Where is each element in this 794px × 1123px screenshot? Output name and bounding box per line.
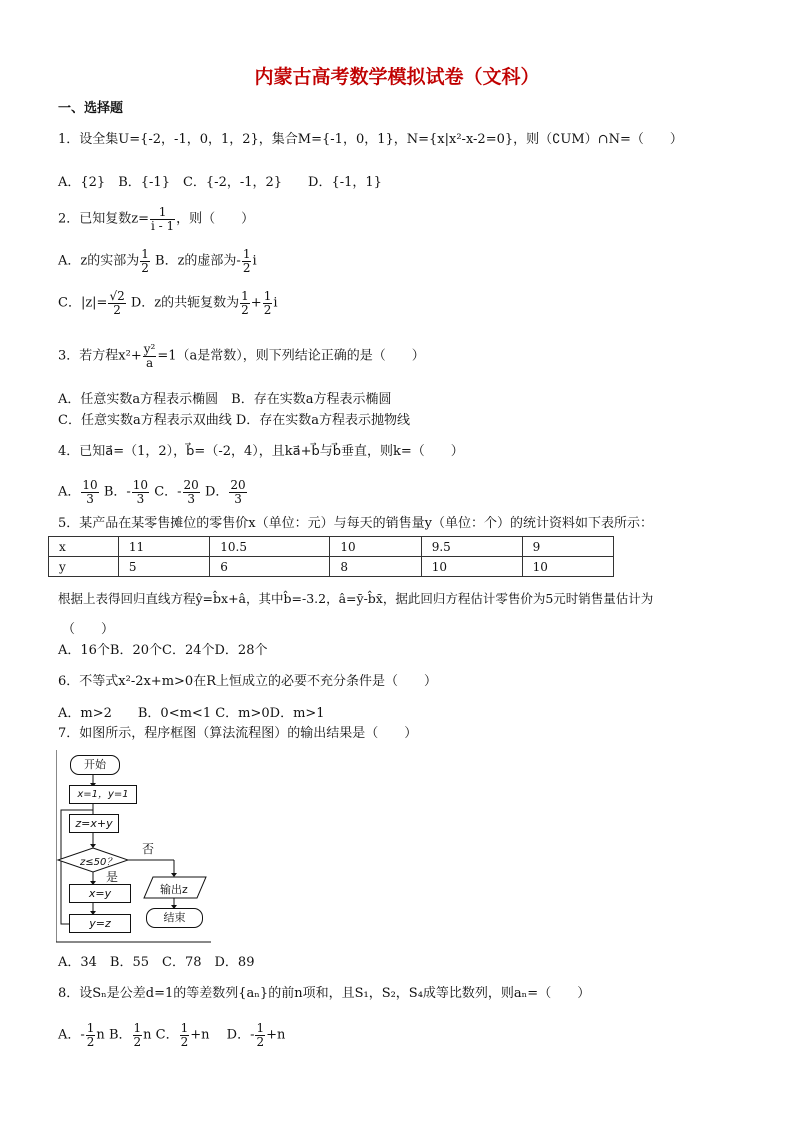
q8-stem: 8．设Sₙ是公差d=1的等差数列{aₙ}的前n项和，且S₁，S₂，S₄成等比数列，则aₙ=（ ） [58, 986, 591, 1001]
flow-no-label: 否 [142, 842, 155, 856]
q7-options: A．34 B．55 C．78 D．89 [58, 955, 255, 970]
table-cell: 6 [210, 557, 330, 577]
flow-y-eq-z: y=z [69, 914, 131, 933]
flow-yes-label: 是 [106, 870, 119, 884]
table-cell: 11 [118, 537, 209, 557]
table-row [49, 537, 614, 557]
q2-options-cd: C．|z|= $\frac{√2}{2}$ D．z的共轭复数为 $\frac{1}{2}$ + $\frac{1}{2}$ i [58, 289, 278, 317]
q5-regression-text: 根据上表得回归直线方程ŷ=b̂x+â，其中b̂=-3.2，â=ȳ-b̂x̄，据此回归方程估计零售价为5元时销售量估计为 [58, 591, 654, 606]
table-cell: 10 [330, 537, 421, 557]
q5-options: A．16个B．20个C．24个D．28个 [58, 643, 268, 658]
q3-stem: 3．若方程x²+ $\frac{\text{y²}}{a}$ =1（a是常数），则下列结论正确的是（ ） [58, 342, 425, 370]
q4-options: A． $\frac{10}{3}$ B．- $\frac{10}{3}$ C．- $\frac{20}{3}$ D． $\frac{20}{3}$ [58, 478, 246, 506]
table-cell: 8 [330, 557, 421, 577]
flow-assign: z=x+y [69, 814, 119, 833]
q6-stem: 6．不等式x²-2x+m>0在R上恒成立的必要不充分条件是（ ） [58, 674, 437, 689]
q4-stem: 4．已知a⃗=（1，2），b⃗=（-2，4），且ka⃗+b⃗与b⃗垂直，则k=（ ） [58, 444, 464, 459]
flow-output: 输出z [160, 883, 188, 896]
q5-data-table [48, 536, 614, 577]
table-cell: x [49, 537, 119, 557]
flow-start: 开始 [70, 755, 120, 775]
q7-stem: 7．如图所示，程序框图（算法流程图）的输出结果是（ ） [58, 726, 418, 741]
page-title: 内蒙古高考数学模拟试卷（文科） [254, 66, 540, 88]
q8-options: A．- $\frac{1}{2}$ n B． $\frac{1}{2}$ n C． $\frac{1}{2}$ +n D．- $\frac{1}{2}$ +n [58, 1021, 286, 1049]
q6-options: A．m>2 B．0<m<1 C．m>0D．m>1 [58, 706, 325, 721]
q1-stem: 1．设全集U={-2，-1，0，1，2}，集合M={-1，0，1}，N={x|x²-x-2=0}，则（∁UM）∩N=（ ） [58, 132, 683, 147]
table-cell: 9.5 [421, 537, 522, 557]
q3-options-ab: A．任意实数a方程表示椭圆 B．存在实数a方程表示椭圆 [58, 392, 392, 407]
table-cell: 10 [421, 557, 522, 577]
q2-options-ab: A．z的实部为 $\frac{1}{2}$ B．z的虚部为- $\frac{1}{2}$ i [58, 247, 257, 275]
q5-paren: （ ） [62, 622, 115, 637]
table-cell: 9 [522, 537, 613, 557]
table-cell: 5 [118, 557, 209, 577]
q2-stem: 2．已知复数z= $\frac{1}{i - 1}$ ，则（ ） [58, 205, 255, 233]
table-cell: 10.5 [210, 537, 330, 557]
table-cell: 10 [522, 557, 613, 577]
flow-end: 结束 [146, 908, 203, 928]
flow-condition: z≤50？ [80, 857, 117, 868]
q5-stem: 5．某产品在某零售摊位的零售价x（单位：元）与每天的销售量y（单位：个）的统计资料如下表所示： [58, 516, 653, 531]
flow-init: x=1，y=1 [69, 785, 137, 804]
section-heading: 一、选择题 [58, 101, 124, 116]
q3-options-cd: C．任意实数a方程表示双曲线 D．存在实数a方程表示抛物线 [58, 413, 411, 428]
q1-options: A．{2} B．{-1} C．{-2，-1，2} D．{-1，1} [58, 175, 382, 190]
table-cell: y [49, 557, 119, 577]
table-row [49, 557, 614, 577]
flow-x-eq-y: x=y [69, 884, 131, 903]
